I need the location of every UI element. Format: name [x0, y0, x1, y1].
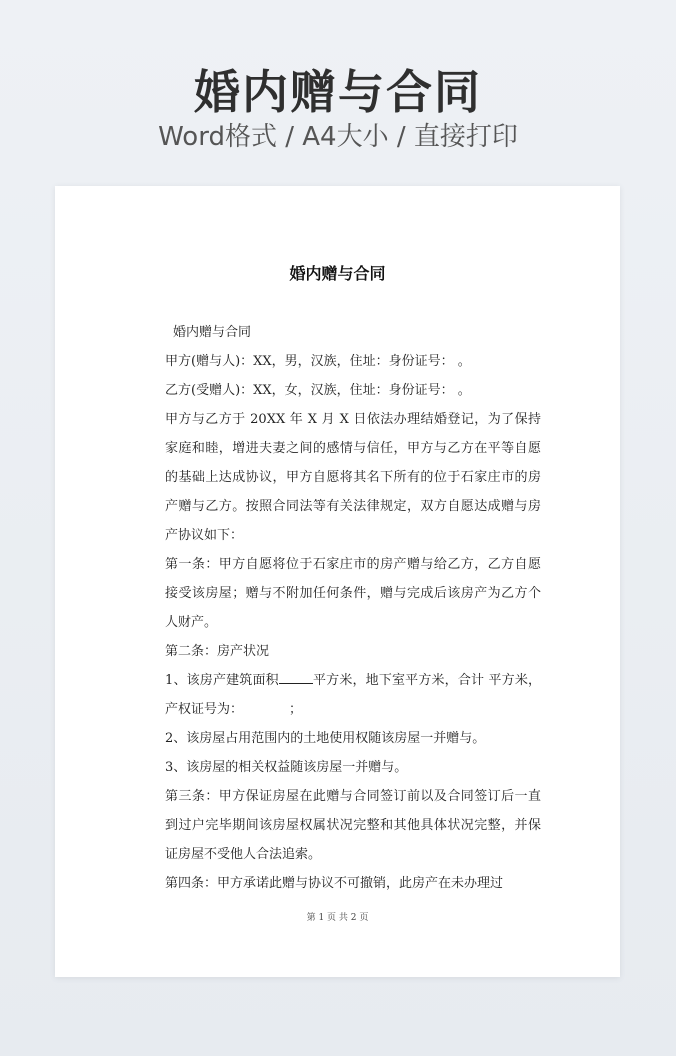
item-2: 2、该房屋占用范围内的土地使用权随该房屋一并赠与。: [165, 731, 486, 746]
item-1-text: 平方米，地下室平方米，合计 平方米，产权证号为：: [165, 673, 541, 717]
party-a-line: 甲方(赠与人)：XX，男，汉族，住址：身份证号： 。: [165, 354, 471, 369]
item-1-end: ；: [289, 702, 303, 717]
document-page: [55, 186, 620, 977]
banner-title: 婚内赠与合同: [194, 65, 482, 119]
page-footer: 第 1 页 共 2 页: [306, 913, 369, 923]
article-1: 第一条：甲方自愿将位于石家庄市的房产赠与给乙方，乙方自愿接受该房屋；赠与不附加任何条件，赠与完成后该房产为乙方个人财产。: [165, 557, 541, 630]
item-1: [165, 666, 541, 724]
article-3: 第三条：甲方保证房屋在此赠与合同签订前以及合同签订后一直到过户完毕期间该房屋权属状况完整和其他具体状况完整，并保证房屋不受他人合法追索。: [165, 789, 541, 862]
intro-paragraph: 甲方与乙方于 20XX 年 X 月 X 日依法办理结婚登记，为了保持家庭和睦，增进夫妻之间的感情与信任，甲方与乙方在平等自愿的基础上达成协议，甲方自愿将其名下所有的位于石家庄市的房产赠与乙方。按照合同法等有关法律规定，双方自愿达成赠与房产协议如下：: [165, 412, 541, 543]
article-4: 第四条：甲方承诺此赠与协议不可撤销，此房产在未办理过: [165, 876, 504, 891]
body-heading: 婚内赠与合同: [173, 325, 252, 340]
party-b-line: 乙方(受赠人)：XX，女，汉族，住址：身份证号： 。: [165, 383, 471, 398]
banner-subtitle: Word格式 / A4大小 / 直接打印: [158, 122, 518, 152]
article-2: 第二条：房产状况: [165, 644, 270, 659]
item-1-label: 1、该房产建筑面积: [165, 673, 279, 688]
item-3: 3、该房屋的相关权益随该房屋一并赠与。: [165, 760, 408, 775]
document-title: 婚内赠与合同: [289, 264, 386, 283]
document-body: [165, 318, 541, 898]
area-blank: [279, 669, 313, 684]
